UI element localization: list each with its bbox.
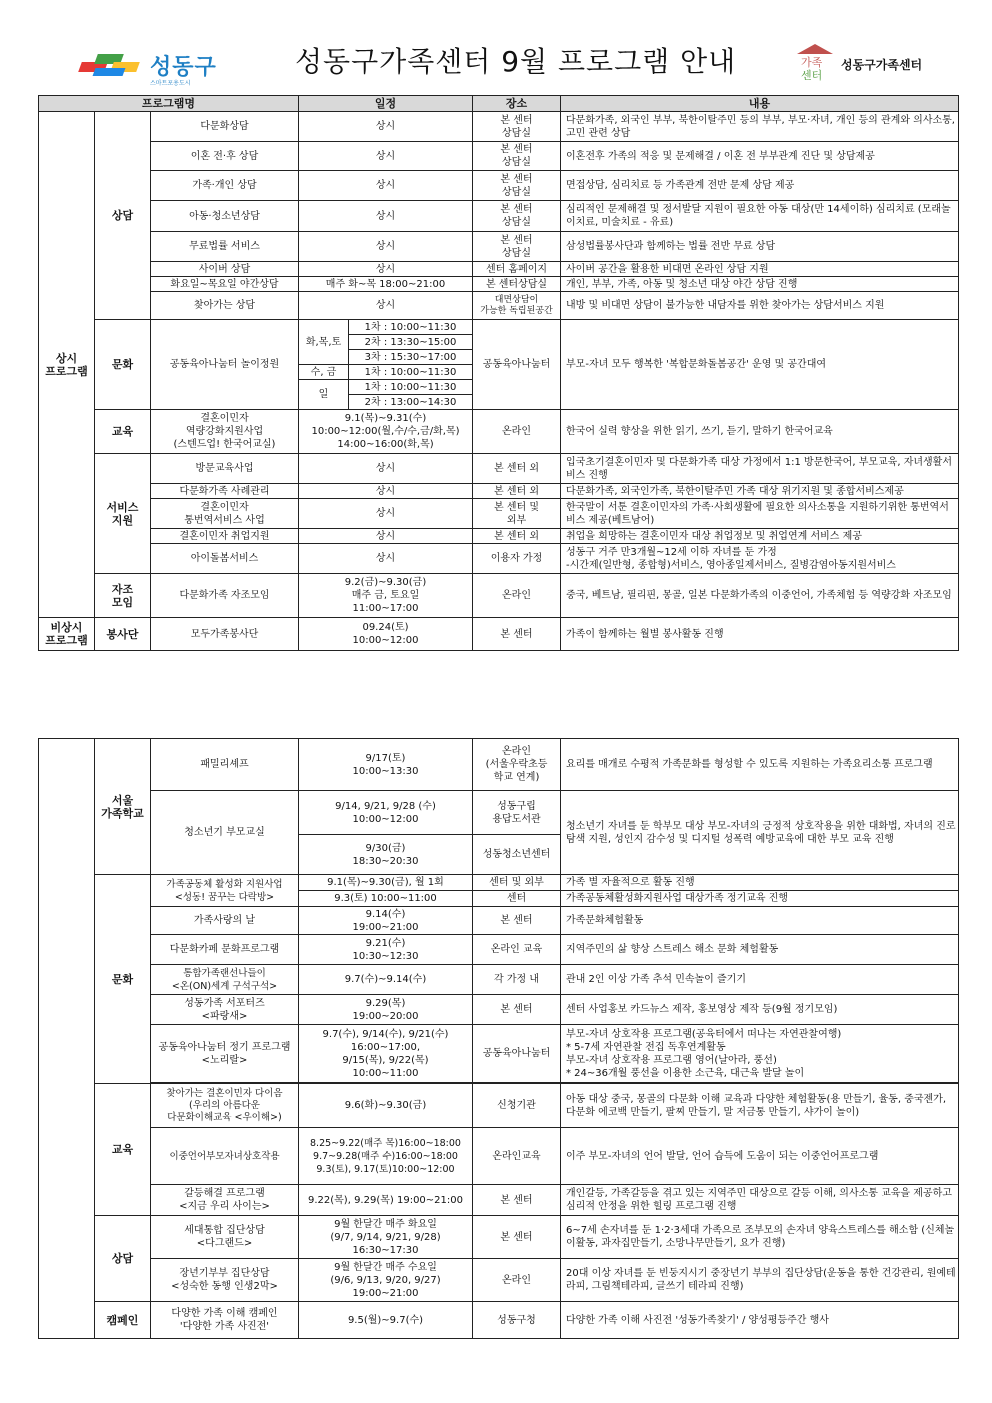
description: 청소년기 자녀를 둔 학부모 대상 부모-자녀의 긍정적 상호작용을 위한 대화법, 자녀의 진로 탐색 지원, 성인지 감수성 및 디지털 성폭력 예방교육에 대한 부모 교육 진행: [561, 791, 959, 875]
program-name: 아이돌봄서비스: [151, 544, 299, 574]
program-name: 무료법률 서비스: [151, 232, 299, 262]
table-row: [39, 484, 959, 499]
description: 가족공동체활성화지원사업 대상가족 정기교육 진행: [561, 891, 959, 907]
page-header: [0, 30, 992, 100]
program-name: 통합가족랜선나들이 <온(ON)세계 구석구석>: [151, 965, 299, 995]
description: 20대 이상 자녀를 둔 빈둥지시기 중장년기 부부의 집단상담(운동을 통한 건강관리, 원예테라피, 그림책테라피, 글쓰기 테라피 진행): [561, 1259, 959, 1302]
program-table-regular: [38, 95, 959, 651]
place: 센터 및 외부: [473, 875, 561, 891]
description: 삼성법률봉사단과 함께하는 법률 전반 무료 상담: [561, 232, 959, 262]
program-name: 이중언어부모자녀상호작용: [151, 1128, 299, 1185]
program-name: 찾아가는 상담: [151, 292, 299, 320]
place: 본 센터: [473, 907, 561, 935]
session-time: 2차 : 13:30~15:00: [349, 335, 473, 350]
place: 본 센터 상담실: [473, 112, 561, 142]
place: 센터: [473, 891, 561, 907]
table-row: [39, 1216, 959, 1259]
table-row: [39, 142, 959, 171]
schedule: 상시: [299, 499, 473, 529]
place: 공동육아나눔터: [473, 320, 561, 410]
place: 본 센터: [473, 1185, 561, 1216]
schedule: 상시: [299, 201, 473, 232]
description: 가족 별 자율적으로 활동 진행: [561, 875, 959, 891]
session-time: 1차 : 10:00~11:30: [349, 380, 473, 395]
table-header-row: [39, 96, 959, 112]
place: 성동청소년센터: [473, 835, 561, 875]
program-name: 공동육아나눔터 정기 프로그램 <노리랄>: [151, 1025, 299, 1083]
schedule: 9.1(목)~9.30(금), 월 1회: [299, 875, 473, 891]
table-row: [39, 618, 959, 651]
schedule: 상시: [299, 544, 473, 574]
schedule: 상시: [299, 171, 473, 201]
table-row: [39, 529, 959, 544]
table-row: [39, 1259, 959, 1302]
description: 이주 부모-자녀의 언어 발달, 언어 습득에 도움이 되는 이중언어프로그램: [561, 1128, 959, 1185]
family-center-name: 성동구가족센터: [841, 58, 923, 72]
header-content: 내용: [561, 96, 959, 112]
schedule: 9.7(수), 9/14(수), 9/21(수) 16:00~17:00, 9/15(목), 9/22(목) 10:00~11:00: [299, 1025, 473, 1083]
schedule: 9.2(금)~9.30(금) 매주 금, 토요일 11:00~17:00: [299, 574, 473, 618]
place: 온라인 교육: [473, 935, 561, 965]
schedule: 9.29(목) 19:00~20:00: [299, 995, 473, 1025]
program-name: 모두가족봉사단: [151, 618, 299, 651]
house-icon: 가족 센터: [795, 44, 835, 84]
schedule: 9.14(수) 19:00~21:00: [299, 907, 473, 935]
program-name: 결혼이민자 통번역서비스 사업: [151, 499, 299, 529]
logo-slogan: 스마트포용도시: [150, 80, 191, 87]
category-volunteer: 봉사단: [95, 618, 151, 651]
category-culture: 문화: [95, 320, 151, 410]
table-row: [39, 1025, 959, 1083]
place: 본 센터상담실: [473, 277, 561, 292]
table-row: [39, 544, 959, 574]
place: 온라인교육: [473, 1128, 561, 1185]
table-row: [39, 1128, 959, 1185]
description: 가족문화체험활동: [561, 907, 959, 935]
place: 신청기관: [473, 1084, 561, 1128]
day-group: 수, 금: [299, 365, 349, 380]
category-campaign: 캠페인: [95, 1302, 151, 1339]
table-row: [39, 875, 959, 891]
description: 사이버 공간을 활용한 비대면 온라인 상담 지원: [561, 262, 959, 277]
program-name: 다문화가족 사례관리: [151, 484, 299, 499]
schedule: 09.24(토) 10:00~12:00: [299, 618, 473, 651]
description: 중국, 베트남, 필리핀, 몽골, 일본 다문화가족의 이중언어, 가족체험 등 역량강화 자조모임: [561, 574, 959, 618]
program-name: 가족공동체 활성화 지원사업 <성동! 꿈꾸는 다락방>: [151, 875, 299, 907]
description: 다양한 가족 이해 사진전 '성동가족찾기' / 양성평등주간 행사: [561, 1302, 959, 1339]
program-name: 패밀리셰프: [151, 739, 299, 791]
table-row: [39, 499, 959, 529]
place: 온라인: [473, 574, 561, 618]
description: 요리를 매개로 수평적 가족문화를 형성할 수 있도록 지원하는 가족요리소통 프로그램: [561, 739, 959, 791]
schedule: 상시: [299, 484, 473, 499]
description: 다문화가족, 외국인 부부, 북한이탈주민 등의 부부, 부모·자녀, 개인 등의 관계와 의사소통, 고민 관련 상담: [561, 112, 959, 142]
program-name: 결혼이민자 취업지원: [151, 529, 299, 544]
schedule: 9.6(화)~9.30(금): [299, 1084, 473, 1128]
place: 본 센터 외: [473, 484, 561, 499]
program-name: 아동·청소년상담: [151, 201, 299, 232]
seongdong-gu-logo: [80, 48, 250, 90]
schedule: 상시: [299, 262, 473, 277]
category-service: 서비스 지원: [95, 454, 151, 574]
header-schedule: 일정: [299, 96, 473, 112]
session-time: 1차 : 10:00~11:30: [349, 365, 473, 380]
table-row: [39, 262, 959, 277]
description: 취업을 희망하는 결혼이민자 대상 취업정보 및 취업연계 서비스 제공: [561, 529, 959, 544]
table-row: [39, 791, 959, 835]
table-row: [39, 277, 959, 292]
place: 본 센터 외: [473, 529, 561, 544]
schedule: 9월 한달간 매주 화요일 (9/7, 9/14, 9/21, 9/28) 16:30~17:30: [299, 1216, 473, 1259]
left-margin-cell: [39, 739, 95, 1339]
program-name: 장년기부부 집단상담 <성숙한 동행 인생2막>: [151, 1259, 299, 1302]
description: 개인갈등, 가족갈등을 겪고 있는 지역주민 대상으로 갈등 이해, 의사소통 교육을 제공하고 심리적 안정을 위한 힐링 프로그램 진행: [561, 1185, 959, 1216]
place: 공동육아나눔터: [473, 1025, 561, 1083]
schedule: 9/17(토) 10:00~13:30: [299, 739, 473, 791]
schedule: 상시: [299, 292, 473, 320]
session-time: 3차 : 15:30~17:00: [349, 350, 473, 365]
category-school: 서울 가족학교: [95, 739, 151, 875]
description: 관내 2인 이상 가족 추석 민속놀이 즐기기: [561, 965, 959, 995]
program-name: 결혼이민자 역량강화지원사업 (스텐드업! 한국어교실): [151, 410, 299, 454]
table-row: [39, 171, 959, 201]
group-label-nonregular: 비상시 프로그램: [39, 618, 95, 651]
table-row: [39, 739, 959, 791]
program-name: 청소년기 부모교실: [151, 791, 299, 875]
program-name: 가족사랑의 날: [151, 907, 299, 935]
program-table-special: [38, 738, 959, 1339]
program-name: 다문화가족 자조모임: [151, 574, 299, 618]
description: 면접상담, 심리치료 등 가족관계 전반 문제 상담 제공: [561, 171, 959, 201]
description: 다문화가족, 외국인가족, 북한이탈주민 가족 대상 위기지원 및 종합서비스제공: [561, 484, 959, 499]
program-name: 다문화상담: [151, 112, 299, 142]
program-name: 방문교육사업: [151, 454, 299, 484]
place: 각 가정 내: [473, 965, 561, 995]
schedule: 9.5(월)~9.7(수): [299, 1302, 473, 1339]
page-title: 성동구가족센터 9월 프로그램 안내: [295, 45, 737, 78]
place: 본 센터 상담실: [473, 232, 561, 262]
group-label-regular: 상시 프로그램: [39, 112, 95, 618]
description: 부모-자녀 모두 행복한 '복합문화돌봄공간' 운영 및 공간대여: [561, 320, 959, 410]
category-selfhelp: 자조 모임: [95, 574, 151, 618]
schedule: 9/14, 9/21, 9/28 (수) 10:00~12:00: [299, 791, 473, 835]
description: 부모-자녀 상호작용 프로그램(공육터에서 떠나는 자연관찰여행) * 5-7세 자연관찰 전집 독후연계활동 부모-자녀 상호작용 프로그램 영어(날아라, 풍선) * 24~36개월 풍선을 이용한 소근육, 대근육 발달 놀이: [561, 1025, 959, 1083]
description: 개인, 부부, 가족, 아동 및 청소년 대상 야간 상담 진행: [561, 277, 959, 292]
place: 센터 홈페이지: [473, 262, 561, 277]
table-row: [39, 574, 959, 618]
program-name: 사이버 상담: [151, 262, 299, 277]
description: 가족이 함께하는 월별 봉사활동 진행: [561, 618, 959, 651]
schedule: 상시: [299, 112, 473, 142]
session-time: 1차 : 10:00~11:30: [349, 320, 473, 335]
seongdong-logo-mark: [80, 52, 142, 78]
program-name: 다양한 가족 이해 캠페인 '다양한 가족 사진전': [151, 1302, 299, 1339]
table-row: [39, 935, 959, 965]
day-group: 일: [299, 380, 349, 410]
place: 성동구청: [473, 1302, 561, 1339]
category-edu: 교육: [95, 410, 151, 454]
table-row: [39, 201, 959, 232]
place: 본 센터: [473, 995, 561, 1025]
program-name: 이혼 전·후 상담: [151, 142, 299, 171]
description: 입국초기결혼이민자 및 다문화가족 대상 가정에서 1:1 방문한국어, 부모교육, 자녀생활서비스 진행: [561, 454, 959, 484]
place: 온라인: [473, 410, 561, 454]
table-row: [39, 995, 959, 1025]
description: 지역주민의 삶 향상 스트레스 해소 문화 체험활동: [561, 935, 959, 965]
program-name: 다문화카페 문화프로그램: [151, 935, 299, 965]
schedule: 상시: [299, 142, 473, 171]
session-time: 2차 : 13:00~14:30: [349, 395, 473, 410]
description: 내방 및 비대면 상담이 불가능한 내담자를 위한 찾아가는 상담서비스 지원: [561, 292, 959, 320]
place: 본 센터 및 외부: [473, 499, 561, 529]
schedule: 9.7(수)~9.14(수): [299, 965, 473, 995]
table-row: [39, 965, 959, 995]
schedule: 9.22(목), 9.29(목) 19:00~21:00: [299, 1185, 473, 1216]
place: 본 센터: [473, 618, 561, 651]
table-row: [39, 410, 959, 454]
header-place: 장소: [473, 96, 561, 112]
program-name: 찾아가는 결혼이민자 다이음 (우리의 아름다운 다문화이해교육 <우이해>): [151, 1084, 299, 1128]
description: 심리적인 문제해결 및 정서발달 지원이 필요한 아동 대상(만 14세이하) 심리치료 (모래놀이치료, 미술치료 - 유료): [561, 201, 959, 232]
place: 온라인 (서울우락초등 학교 연계): [473, 739, 561, 791]
place: 본 센터 상담실: [473, 201, 561, 232]
table-row: [39, 454, 959, 484]
place: 본 센터 상담실: [473, 142, 561, 171]
place: 성동구립 용답도서관: [473, 791, 561, 835]
category-culture-special: 문화: [95, 875, 151, 1084]
place: 본 센터: [473, 1216, 561, 1259]
table-row: [39, 907, 959, 935]
description: 한국말이 서툰 결혼이민자의 가족·사회생활에 필요한 의사소통을 지원하기위한 통번역서비스 제공(베트남어): [561, 499, 959, 529]
program-name: 성동가족 서포터즈 <파랑새>: [151, 995, 299, 1025]
program-name: 갈등해결 프로그램 <지금 우리 사이는>: [151, 1185, 299, 1216]
description: 성동구 거주 만3개월~12세 이하 자녀를 둔 가정 -시간제(일반형, 종합형)서비스, 영아종일제서비스, 질병감염아동지원서비스: [561, 544, 959, 574]
schedule: 8.25~9.22(매주 목)16:00~18:00 9.7~9.28(매주 수)16:00~18:00 9.3(토), 9.17(토)10:00~12:00: [299, 1128, 473, 1185]
place: 온라인: [473, 1259, 561, 1302]
description: 6~7세 손자녀를 둔 1·2·3세대 가족으로 조부모의 손자녀 양육스트레스를 해소함 (신체놀이활동, 과자집만들기, 소망나무만들기, 요가 진행): [561, 1216, 959, 1259]
schedule: 9/30(금) 18:30~20:30: [299, 835, 473, 875]
header-program-name: 프로그램명: [39, 96, 299, 112]
schedule: 9월 한달간 매주 수요일 (9/6, 9/13, 9/20, 9/27) 19:00~21:00: [299, 1259, 473, 1302]
place: 이용자 가정: [473, 544, 561, 574]
program-name: 가족·개인 상담: [151, 171, 299, 201]
table-row: [39, 320, 959, 335]
table-row: [39, 1185, 959, 1216]
description: 센터 사업홍보 카드뉴스 제작, 홍보영상 제작 등(9월 정기모임): [561, 995, 959, 1025]
place: 대면상담이 가능한 독립된공간: [473, 292, 561, 320]
program-name: 공동육아나눔터 놀이정원: [151, 320, 299, 410]
program-name: 세대통합 집단상담 <다그랜드>: [151, 1216, 299, 1259]
schedule: 9.3(토) 10:00~11:00: [299, 891, 473, 907]
table-row: [39, 292, 959, 320]
program-name: 화요일~목요일 야간상담: [151, 277, 299, 292]
logo-name: 성동구: [150, 55, 217, 80]
description: 아동 대상 중국, 몽골의 다문화 이해 교육과 다양한 체험활동(용 만들기, 율동, 중국젠가, 다문화 에코백 만들기, 팔찌 만들기, 말 저금통 만들기, 샤가이 놀이): [561, 1084, 959, 1128]
schedule: 상시: [299, 529, 473, 544]
schedule: 상시: [299, 454, 473, 484]
table-row: [39, 1302, 959, 1339]
table-row: [39, 232, 959, 262]
schedule: 상시: [299, 232, 473, 262]
description: 이혼전후 가족의 적응 및 문제해결 / 이혼 전 부부관계 진단 및 상담제공: [561, 142, 959, 171]
category-counsel: 상담: [95, 112, 151, 320]
family-center-logo: [795, 44, 945, 89]
category-counsel-special: 상담: [95, 1216, 151, 1302]
day-group: 화,목,토: [299, 320, 349, 365]
place: 본 센터 상담실: [473, 171, 561, 201]
category-edu-special: 교육: [95, 1084, 151, 1216]
schedule: 매주 화~목 18:00~21:00: [299, 277, 473, 292]
schedule: 9.21(수) 10:30~12:30: [299, 935, 473, 965]
table-row: [39, 1084, 959, 1128]
place: 본 센터 외: [473, 454, 561, 484]
description: 한국어 실력 향상을 위한 읽기, 쓰기, 듣기, 말하기 한국어교육: [561, 410, 959, 454]
table-row: [39, 112, 959, 142]
schedule: 9.1(목)~9.31(수) 10:00~12:00(월,수/수,금/화,목) 14:00~16:00(화,목): [299, 410, 473, 454]
